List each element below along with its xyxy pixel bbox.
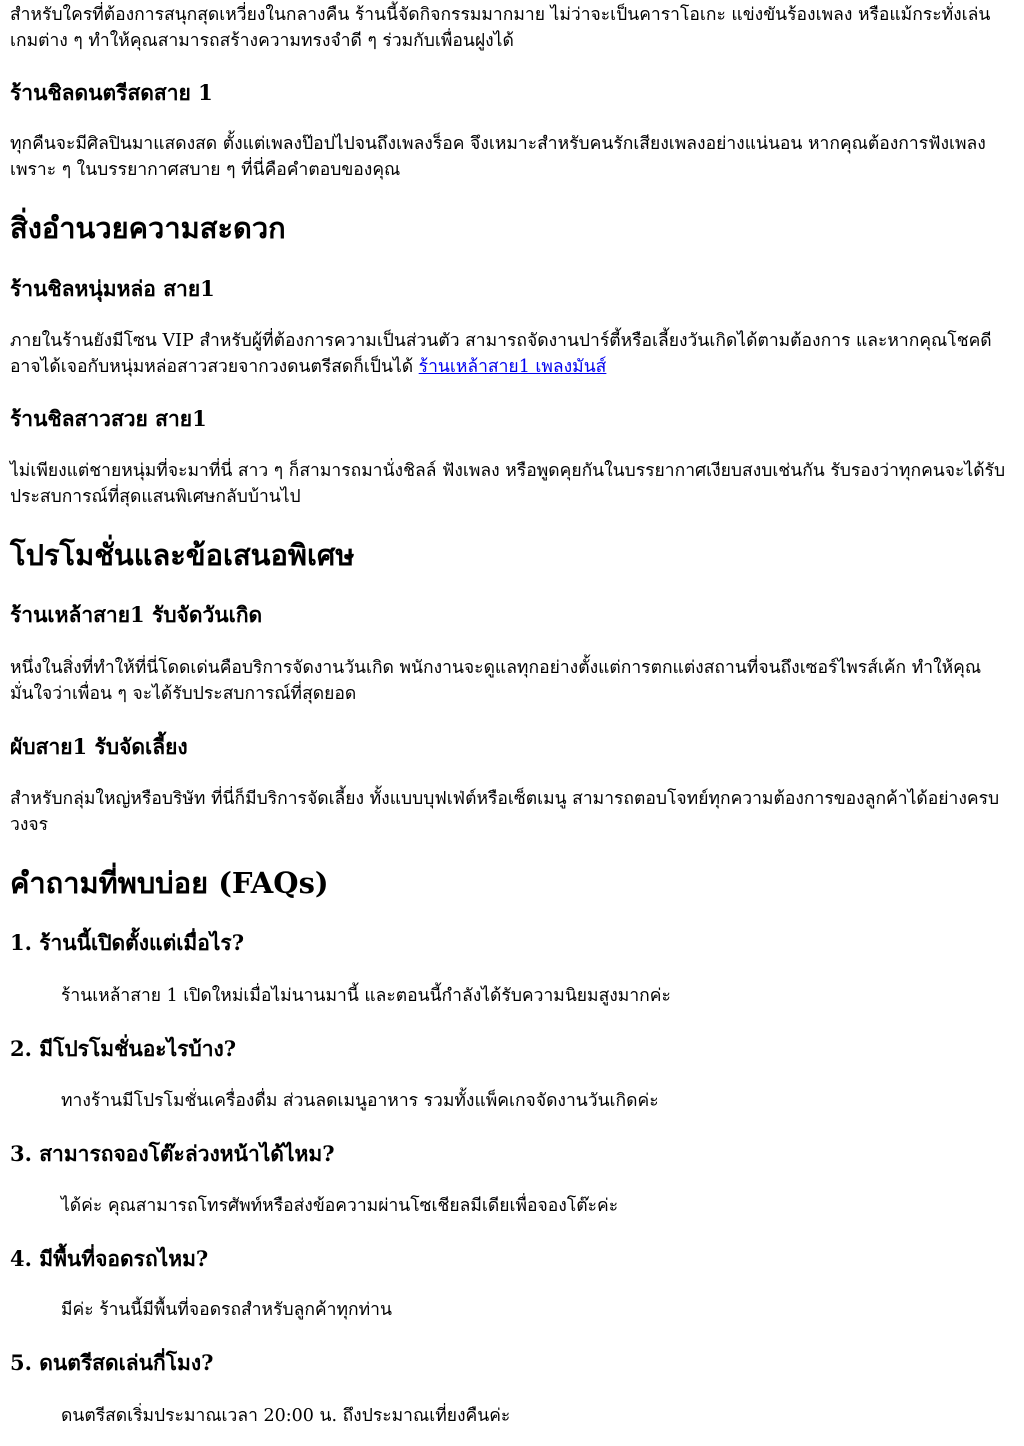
faq-answer-5: ดนตรีสดเริ่มประมาณเวลา 20:00 น. ถึงประมาณเที่ยงคืนค่ะ [61, 1406, 511, 1426]
faq-question-1: 1. ร้านนี้เปิดตั้งแต่เมื่อไร? [10, 930, 245, 955]
paragraph-pretty: ไม่เพียงแต่ชายหนุ่มที่จะมาที่นี่ สาว ๆ ก็สามารถมานั่งชิลล์ ฟังเพลง หรือพูดคุยกันในบรรยากาศเงียบสงบเช่นกัน รับรองว่าทุกคนจะได้รับประสบการณ์ที่สุดแสนพิเศษกลับบ้านไป [10, 461, 1006, 507]
heading-pretty: ร้านชิลสาวสวย สาย1 [10, 406, 207, 431]
heading-birthday: ร้านเหล้าสาย1 รับจัดวันเกิด [10, 602, 263, 627]
faq-question-4: 4. มีพื้นที่จอดรถไหม? [10, 1246, 209, 1271]
heading-faq: คำถามที่พบบ่อย (FAQs) [10, 866, 329, 900]
heading-promotions: โปรโมชั่นและข้อเสนอพิเศษ [10, 538, 355, 572]
heading-live-music: ร้านชิลดนตรีสดสาย 1 [10, 80, 213, 105]
faq-question-3: 3. สามารถจองโต๊ะล่วงหน้าได้ไหม? [10, 1141, 335, 1166]
faq-answer-4: มีค่ะ ร้านนี้มีพื้นที่จอดรถสำหรับลูกค้าทุกท่าน [61, 1300, 392, 1320]
bar-link[interactable]: ร้านเหล้าสาย1 เพลงมันส์ [418, 357, 607, 377]
heading-catering: ผับสาย1 รับจัดเลี้ยง [10, 734, 188, 759]
faq-question-2: 2. มีโปรโมชั่นอะไรบ้าง? [10, 1036, 237, 1061]
faq-answer-1: ร้านเหล้าสาย 1 เปิดใหม่เมื่อไม่นานมานี้ และตอนนี้กำลังได้รับความนิยมสูงมากค่ะ [61, 986, 671, 1006]
paragraph-handsome-text: ภายในร้านยังมีโซน VIP สำหรับผู้ที่ต้องการความเป็นส่วนตัว สามารถจัดงานปาร์ตี้หรือเลี้ยงวันเกิดได้ตามต้องการ และหากคุณโชคดี อาจได้เจอกับหนุ่มหล่อสาวสวยจากวงดนตรีสดก็เป็นได้ [10, 331, 992, 377]
faq-answer-2: ทางร้านมีโปรโมชั่นเครื่องดื่ม ส่วนลดเมนูอาหาร รวมทั้งแพ็คเกจจัดงานวันเกิดค่ะ [61, 1091, 659, 1111]
intro-paragraph: สำหรับใครที่ต้องการสนุกสุดเหวี่ยงในกลางคืน ร้านนี้จัดกิจกรรมมากมาย ไม่ว่าจะเป็นคาราโอเกะ แข่งขันร้องเพลง หรือแม้กระทั่งเล่นเกมต่าง ๆ ทำให้คุณสามารถสร้างความทรงจำดี ๆ ร่วมกับเพื่อนฝูงได้ [10, 5, 991, 51]
paragraph-birthday: หนึ่งในสิ่งที่ทำให้ที่นี่โดดเด่นคือบริการจัดงานวันเกิด พนักงานจะดูแลทุกอย่างตั้งแต่การตกแต่งสถานที่จนถึงเซอร์ไพรส์เค้ก ทำให้คุณมั่นใจว่าเพื่อน ๆ จะได้รับประสบการณ์ที่สุดยอด [10, 658, 982, 704]
paragraph-catering: สำหรับกลุ่มใหญ่หรือบริษัท ที่นี่ก็มีบริการจัดเลี้ยง ทั้งแบบบุฟเฟ่ต์หรือเซ็ตเมนู สามารถตอบโจทย์ทุกความต้องการของลูกค้าได้อย่างครบวงจร [10, 789, 1000, 835]
faq-question-5: 5. ดนตรีสดเล่นกี่โมง? [10, 1350, 214, 1375]
heading-handsome: ร้านชิลหนุ่มหล่อ สาย1 [10, 276, 215, 301]
heading-facilities: สิ่งอำนวยความสะดวก [10, 211, 286, 245]
paragraph-handsome [10, 328, 1014, 380]
faq-answer-3: ได้ค่ะ คุณสามารถโทรศัพท์หรือส่งข้อความผ่านโซเชียลมีเดียเพื่อจองโต๊ะค่ะ [61, 1196, 619, 1216]
paragraph-live-music: ทุกคืนจะมีศิลปินมาแสดงสด ตั้งแต่เพลงป๊อปไปจนถึงเพลงร็อค จึงเหมาะสำหรับคนรักเสียงเพลงอย่างแน่นอน หากคุณต้องการฟังเพลงเพราะ ๆ ในบรรยากาศสบาย ๆ ที่นี่คือคำตอบของคุณ [10, 134, 986, 180]
